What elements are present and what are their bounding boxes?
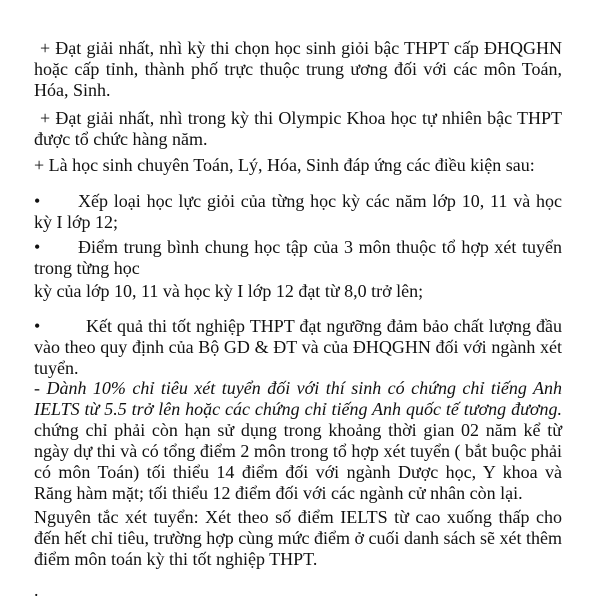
bullet-icon: •: [34, 237, 41, 257]
bullet-item-academic-rank: [34, 191, 562, 233]
paragraph-hsg-award: [34, 38, 562, 101]
paragraph-text: Nguyên tắc xét tuyển: Xét theo số điểm IELTS từ cao xuống thấp cho đến hết chỉ tiêu, trường hợp cùng mức điểm ở cuối danh sách sẽ xét thêm điểm môn toán kỳ thi tốt nghiệp THPT.: [34, 507, 562, 569]
ielts-rest-text: chứng chỉ phải còn hạn sử dụng trong khoảng thời gian 02 năm kể từ ngày dự thi và có tổng điểm 2 môn trong tổ hợp xét tuyển ( bắt buộc phải có môn Toán) tối thiểu 14 điểm đối với ngành Dược học, Y khoa và Răng hàm mặt; tối thiểu 12 điểm đối với các ngành cử nhân còn lại.: [34, 420, 562, 503]
paragraph-text: + Đạt giải nhất, nhì trong kỳ thi Olympic Khoa học tự nhiên bậc THPT được tổ chức hàng năm.: [34, 108, 562, 149]
paragraph-text: + Đạt giải nhất, nhì kỳ thi chọn học sinh giỏi bậc THPT cấp ĐHQGHN hoặc cấp tỉnh, thành phố trực thuộc trung ương đối với các môn Toán, Hóa, Sinh.: [34, 38, 562, 100]
bullet-item-exam-result: [34, 316, 562, 379]
bullet-text: Điểm trung bình chung học tập của 3 môn thuộc tổ hợp xét tuyển trong từng học: [34, 237, 562, 278]
bullet-icon: •: [34, 316, 41, 336]
paragraph-text: + Là học sinh chuyên Toán, Lý, Hóa, Sinh đáp ứng các điều kiện sau:: [34, 155, 535, 175]
paragraph-olympic-award: [34, 108, 562, 150]
paragraph-specialized-student: [34, 155, 562, 176]
paragraph-admission-principle: [34, 507, 562, 570]
paragraph-ielts-quota: [34, 378, 562, 504]
ielts-italic-text: - Dành 10% chỉ tiêu xét tuyển đối với thí sinh có chứng chỉ tiếng Anh IELTS từ 5.5 trở lên hoặc các chứng chỉ tiếng Anh quốc tế tương đương.: [34, 378, 562, 419]
bullet-text: Xếp loại học lực giỏi của từng học kỳ các năm lớp 10, 11 và học kỳ I lớp 12;: [34, 191, 562, 232]
bullet-item-average-score: [34, 237, 562, 279]
bullet-icon: •: [34, 191, 41, 211]
bullet-continuation: [34, 281, 562, 302]
bullet-text: kỳ của lớp 10, 11 và học kỳ I lớp 12 đạt từ 8,0 trở lên;: [34, 281, 424, 301]
bullet-text: Kết quả thi tốt nghiệp THPT đạt ngưỡng đảm bảo chất lượng đầu vào theo quy định của Bộ GD & ĐT và của ĐHQGHN đối với ngành xét tuyển.: [34, 316, 562, 378]
trailing-dot: .: [34, 580, 39, 600]
